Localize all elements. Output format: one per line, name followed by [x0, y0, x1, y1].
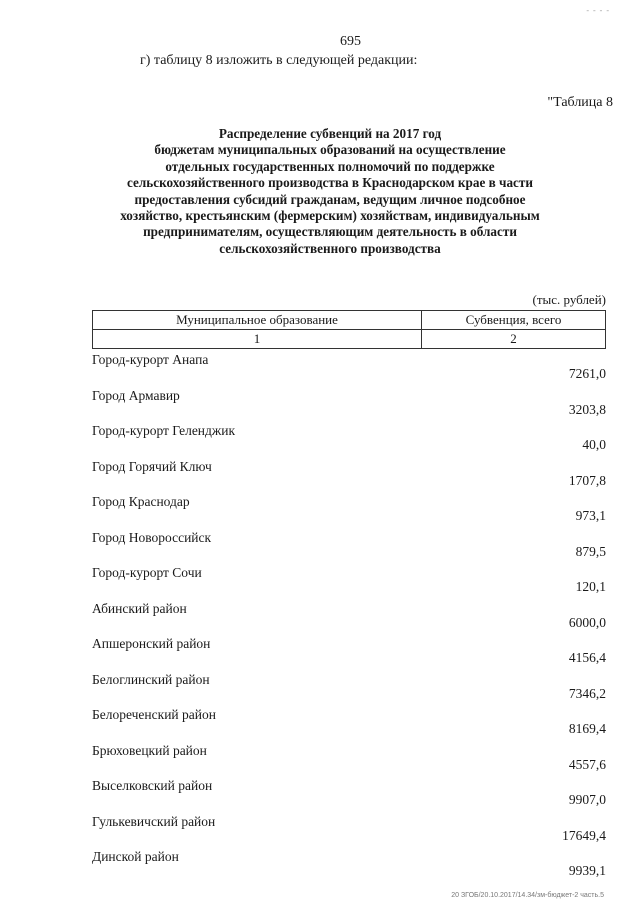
column-header-subvention: Субвенция, всего [422, 311, 606, 330]
document-title [80, 126, 580, 257]
units-label: (тыс. рублей) [532, 292, 606, 307]
subvention-value: 7261,0 [568, 366, 606, 381]
title-line: предпринимателям, осуществляющим деятельность в области [143, 224, 517, 240]
subvention-value: 3203,8 [568, 401, 606, 417]
municipality-name: Белореченский район [92, 707, 216, 722]
table-row [92, 636, 606, 672]
subvention-value: 879,5 [575, 543, 606, 559]
municipality-name: Город-курорт Сочи [92, 565, 202, 580]
municipality-name: Белоглинский район [92, 671, 210, 687]
table-body [92, 352, 606, 885]
title-line: сельскохозяйственного производства в Краснодарском крае в части [127, 175, 533, 191]
table-row [92, 459, 606, 495]
table-row [92, 672, 606, 708]
municipality-name: Гулькевичский район [92, 813, 216, 829]
municipality-name: Город Новороссийск [92, 529, 212, 545]
subvention-value: 1707,8 [568, 472, 606, 488]
subvention-value: 4156,4 [568, 650, 606, 665]
subvention-value: 8169,4 [568, 721, 606, 736]
instruction-text: г) таблицу 8 изложить в следующей редакции: [140, 53, 418, 68]
municipality-name: Город-курорт Анапа [92, 352, 209, 367]
municipality-name: Город Армавир [92, 387, 180, 403]
table-header [92, 310, 606, 349]
corner-mark: - - - - [586, 6, 610, 15]
table-row [92, 565, 606, 601]
subvention-value: 973,1 [575, 508, 606, 523]
table-row [92, 352, 606, 388]
table-row [92, 423, 606, 459]
municipality-name: Динской район [92, 849, 179, 864]
table-row [92, 601, 606, 637]
subvention-value: 17649,4 [562, 827, 606, 843]
page-number: 695 [340, 34, 361, 49]
title-line: Распределение субвенций на 2017 год [218, 126, 442, 141]
title-line: бюджетам муниципальных образований на осуществление [154, 142, 506, 158]
subvention-value: 40,0 [582, 437, 606, 452]
municipality-name: Выселковский район [92, 778, 213, 793]
municipality-name: Город Краснодар [92, 494, 190, 509]
municipality-name: Апшеронский район [92, 636, 211, 651]
subvention-value: 120,1 [575, 579, 606, 594]
title-line: хозяйство, крестьянским (фермерским) хозяйствам, индивидуальным [120, 208, 540, 224]
subvention-value: 4557,6 [568, 756, 606, 772]
column-number-1: 1 [93, 330, 422, 349]
title-line: предоставления субсидий гражданам, ведущим личное подсобное [134, 191, 526, 207]
title-line: сельскохозяйственного производства [219, 240, 441, 256]
footer-reference: 20 ЗГОБ/20.10.2017/14.34/зм-бюджет-2 часть.5 [451, 892, 604, 899]
subvention-value: 9907,0 [568, 792, 606, 807]
title-line: отдельных государственных полномочий по поддержке [165, 158, 495, 174]
municipality-name: Брюховецкий район [92, 742, 207, 758]
municipality-name: Город-курорт Геленджик [92, 423, 236, 438]
table-row [92, 814, 606, 850]
table-row [92, 778, 606, 814]
municipality-name: Абинский район [92, 600, 187, 616]
table-reference: "Таблица 8 [547, 95, 613, 110]
column-header-municipality: Муниципальное образование [93, 311, 422, 330]
table-row [92, 530, 606, 566]
table-row [92, 494, 606, 530]
table-row [92, 743, 606, 779]
table-row [92, 388, 606, 424]
municipality-name: Город Горячий Ключ [92, 458, 212, 474]
table-row [92, 707, 606, 743]
subvention-value: 6000,0 [568, 614, 606, 630]
subvention-value: 9939,1 [568, 863, 606, 878]
column-number-2: 2 [422, 330, 606, 349]
subvention-value: 7346,2 [568, 685, 606, 701]
table-row [92, 849, 606, 885]
